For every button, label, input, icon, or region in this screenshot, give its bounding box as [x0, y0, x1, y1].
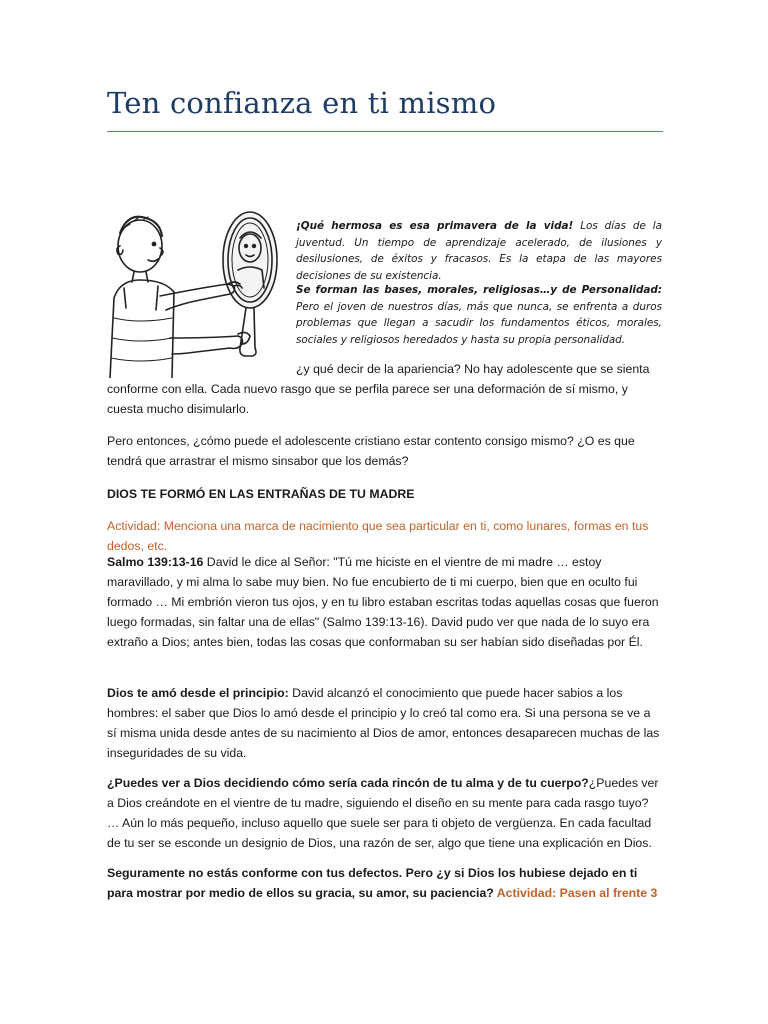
page-title: Ten confianza en ti mismo — [107, 86, 497, 120]
puedes-ver-lead: ¿Puedes ver a Dios decidiendo cómo sería cada rincón de tu alma y de tu cuerpo? — [107, 776, 589, 790]
paragraph-dios-amo — [107, 683, 663, 763]
mirror-illustration — [100, 188, 295, 378]
paragraph-salmo — [107, 552, 663, 652]
salmo-reference: Salmo 139:13-16 — [107, 555, 204, 569]
dios-amo-text: David alcanzó el conocimiento que puede hacer sabios a los hombres: el saber que Dios lo amó desde el principio y lo creó tal como era. Si una persona se ve a sí misma unida desde antes de su nacimiento al Dios de amor, entonces desaparecen muchas de las inseguridades de su vida. — [107, 686, 660, 760]
puedes-ver-text: ¿Puedes ver a Dios creándote en el vientre de tu madre, siguiendo el diseño en su mente para cada rasgo tuyo? … Aún lo más pequeño, incluso aquello que suele ser para ti objeto de vergüenza. En cada facultad de tu ser se esconde un designio de Dios, una razón de ser, algo que tiene una explicación en Dios. — [107, 776, 659, 850]
dios-amo-lead: Dios te amó desde el principio: — [107, 686, 289, 700]
section-heading: DIOS TE FORMÓ EN LAS ENTRAÑAS DE TU MADRE — [107, 487, 415, 501]
seguramente-lead: Seguramente no estás conforme con tus defectos. — [107, 866, 403, 880]
intro-paragraph-bases — [296, 282, 662, 348]
salmo-text: David le dice al Señor: "Tú me hiciste en el vientre de mi madre … estoy maravillado, y mi alma lo sabe muy bien. No fue encubierto de ti mi cuerpo, bien que en oculto fui formado … Mi embrión vieron tus ojos, y en tu libro estaban escritas todas aquellas cosas que fueron luego formadas, sin faltar una de ellas" (Salmo 139:13-16). David pudo ver que nada de lo suyo era extraño a Dios; antes bien, todas las cosas que conformaban su ser habían sido diseñadas por Él. — [107, 555, 659, 649]
intro-heading-primavera: ¡Qué hermosa es esa primavera de la vida! — [296, 220, 574, 232]
paragraph-seguramente — [107, 863, 663, 903]
activity-birthmark: Actividad: Menciona una marca de nacimiento que sea particular en ti, como lunares, formas en tus dedos, etc. — [107, 519, 649, 553]
intro-text-primavera: Los días de la juventud. Un tiempo de aprendizaje acelerado, de ilusiones y desilusiones, de éxitos y fracasos. Es la etapa de las mayores decisiones de su existencia. — [296, 220, 662, 282]
intro-text-bases: Pero el joven de nuestros días, más que nunca, se enfrenta a duros problemas que llegan a sacudir los fundamentos éticos, morales, sociales y religiosos heredados y hasta su propia personalidad. — [296, 300, 662, 346]
title-divider — [107, 131, 663, 132]
paragraph-puedes-ver — [107, 773, 663, 853]
paragraph-apariencia-line1: ¿y qué decir de la apariencia? No hay adolescente que se sienta — [296, 362, 650, 376]
paragraph-pero-entonces: Pero entonces, ¿cómo puede el adolescente cristiano estar contento consigo mismo? ¿O es que tendrá que arrastrar el mismo sinsabor que los demás? — [107, 434, 635, 468]
intro-heading-bases: Se forman las bases, morales, religiosas…y de Personalidad: — [296, 284, 662, 296]
paragraph-apariencia: conforme con ella. Cada nuevo rasgo que se perfila parece ser una deformación de sí mismo, y cuesta mucho disimularlo. — [107, 382, 628, 416]
intro-paragraph-primavera — [296, 218, 662, 284]
seguramente-text: Pero ¿y si Dios los hubiese dejado en ti para mostrar por medio de ellos su gracia, su amor, su paciencia? — [107, 866, 638, 900]
activity-pasen-al-frente: Actividad: Pasen al frente 3 — [493, 886, 658, 900]
